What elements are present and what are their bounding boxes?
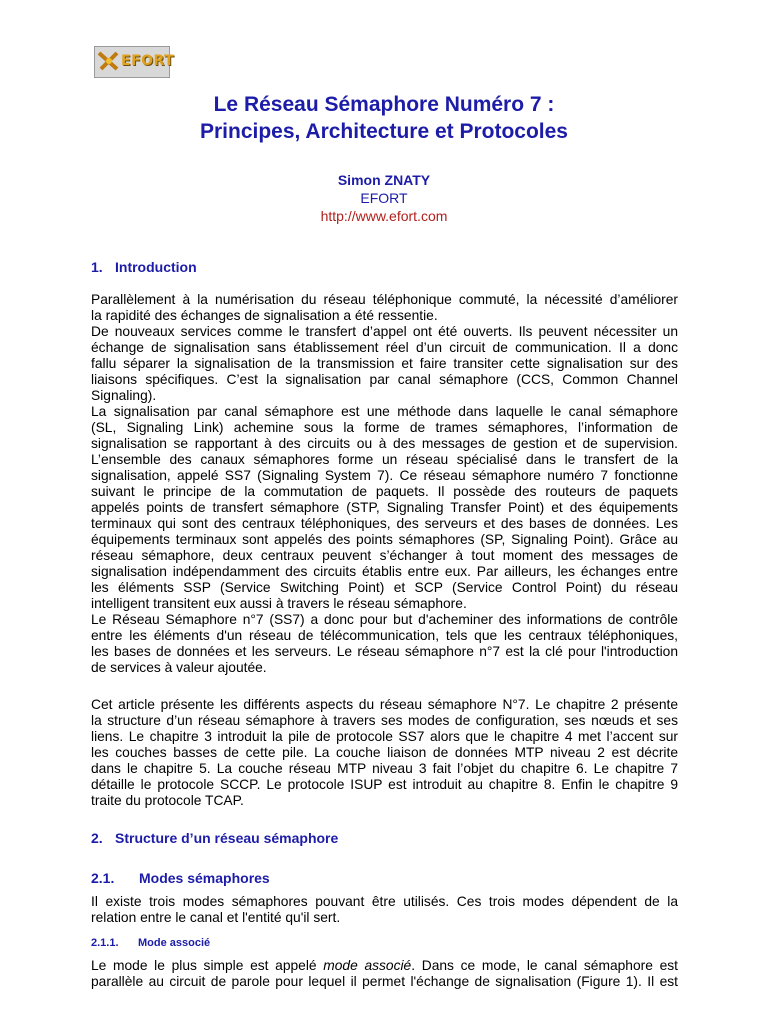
text-line: appelés points de transfert sémaphore (STP, Signaling Transfer Point) et des équipements [91,500,678,515]
emphasis-term: mode associé [323,958,412,973]
text-line: échange de signalisation sans établissement réel d’un circuit de communication. Il a donc [91,340,678,355]
text-line: équipements terminaux sont appelés des points sémaphores (SP, Signaling Point). Grâce au [91,532,678,547]
logo-wordmark: EFORT [121,53,175,69]
modes-paragraph [91,894,678,926]
section-heading-introduction [91,258,197,276]
text-line: la rapidité des échanges de signalisation a été ressentie. [91,308,438,323]
author-url-link[interactable]: http://www.efort.com [320,208,448,224]
text-line: La signalisation par canal sémaphore est une méthode dans laquelle le canal sémaphore [91,404,678,419]
efort-logo-icon [97,49,121,73]
text-line: les éléments SSP (Service Switching Point) et SCP (Service Control Point) du réseau [91,580,678,595]
text-line: parallèle au circuit de parole pour lequel il permet l'échange de signalisation (Figure 1). Il est [91,974,678,989]
author-name: Simon ZNATY [337,172,431,188]
text-line [91,958,678,974]
text-line: L’ensemble des canaux sémaphores forme un réseau spécialisé dans le transfert de la [91,452,678,467]
efort-logo [94,46,175,78]
text-line: détaille le protocole SCCP. Le protocole ISUP est introduit au chapitre 8. Enfin le chapitre 9 [91,777,678,792]
text-line: liens. Le chapitre 3 introduit la pile de protocole SS7 alors que le chapitre 4 met l’accent sur [91,729,678,744]
text-line: traite du protocole TCAP. [91,793,244,808]
text-line: de services à valeur ajoutée. [91,660,267,675]
text-line: relation entre le canal et l'entité qu'il sert. [91,910,341,925]
text-line: intelligent transitent eux aussi à travers le réseau sémaphore. [91,596,467,611]
section-title: Modes sémaphores [139,870,270,886]
section-title: Introduction [115,259,197,275]
intro-paragraph [91,292,678,676]
text-run: . Dans ce mode, le canal sémaphore est [411,958,678,973]
text-line: terminaux qui sont des centraux téléphoniques, des serveurs et des bases de données. Les [91,516,678,531]
text-line: les bases de données et les serveurs. Le réseau sémaphore n°7 est la clé pour l'introduction [91,644,678,659]
text-line: Signaling). [91,388,157,403]
text-line: dans le chapitre 5. La couche réseau MTP niveau 3 fait l’objet du chapitre 6. Le chapitre 7 [91,761,678,776]
document-title-line-2: Principes, Architecture et Protocoles [199,120,568,143]
section-heading-structure [91,829,338,847]
text-line: signalisation indépendamment des circuits établis entre eux. Par ailleurs, les échanges entre [91,564,678,579]
text-line: fallu séparer la signalisation de la transmission et faire transiter cette signalisation sur des [91,356,678,371]
text-line: Le Réseau Sémaphore n°7 (SS7) a donc pour but d'acheminer des informations de contrôle [91,612,678,627]
section-heading-mode-associe [91,934,210,952]
text-line: réseau sémaphore, deux centraux peuvent s’échanger à tout moment des messages de [91,548,678,563]
text-line: Parallèlement à la numérisation du réseau téléphonique commuté, la nécessité d’améliorer [91,292,678,307]
author-organization: EFORT [360,190,408,206]
document-title-line-1: Le Réseau Sémaphore Numéro 7 : [213,93,555,116]
text-line: liaisons spécifiques. C’est la signalisation par canal sémaphore (CCS, Common Channel [91,372,678,387]
text-line: Cet article présente les différents aspects du réseau sémaphore N°7. Le chapitre 2 présente [91,697,678,712]
section-title: Structure d’un réseau sémaphore [115,830,339,846]
text-line: suivant le principe de la commutation de paquets. Il possède des routeurs de paquets [91,484,678,499]
section-number: 2.1.1. [91,937,119,949]
text-line: entre les éléments d'un réseau de télécommunication, tels que les centraux téléphoniques, [91,628,678,643]
section-number: 2. [91,830,103,846]
text-line: les couches basses de cette pile. La couche liaison de données MTP niveau 2 est décrite [91,745,678,760]
section-title: Mode associé [138,937,211,949]
text-line: signalisation, appelé SS7 (Signaling System 7). Ce réseau sémaphore numéro 7 fonctionne [91,468,678,483]
section-number: 2.1. [91,870,115,886]
article-overview-paragraph [91,697,678,809]
text-run: Le mode le plus simple est appelé [91,958,317,973]
mode-associe-paragraph [91,958,678,990]
text-line: (SL, Signaling Link) achemine sous la forme de trames sémaphores, l’information de [91,420,678,435]
text-line: la structure d’un réseau sémaphore à travers ses modes de configuration, ses nœuds et ses [91,713,678,728]
text-line: Il existe trois modes sémaphores pouvant être utilisés. Ces trois modes dépendent de la [91,894,678,909]
section-number: 1. [91,259,103,275]
text-line: De nouveaux services comme le transfert d’appel ont été ouverts. Ils peuvent nécessiter un [91,324,678,339]
section-heading-modes [91,869,270,887]
text-line: signalisation se rapportant à des circuits ou à des messages de gestion et de supervision. [91,436,678,451]
